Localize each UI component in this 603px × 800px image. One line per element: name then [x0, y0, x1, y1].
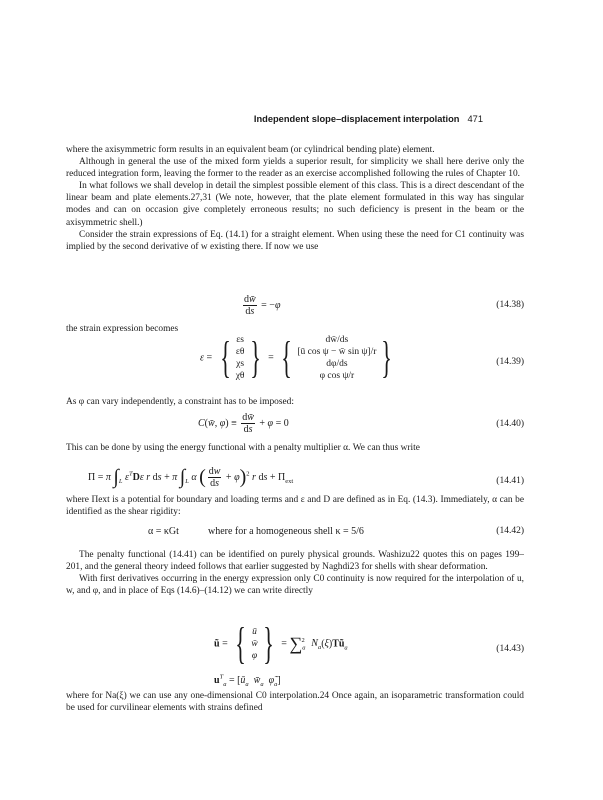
paragraph: In what follows we shall develop in detail the simplest possible element of this class. This is a direct descendant of the linear beam and plate elements.27,31 (We note, however, that the plate element formulated in this way has singular modes and can on occasion give completely erroneous results; no such deficiency is present in the beam or the axisymmetric shell.): [66, 181, 524, 228]
equation-14-39: ε = { εs εθ χs χθ } = { dw̄/ds [ū cos ψ − w̄ sin ψ]/r dφ/ds φ cos ψ/r } (14.39): [200, 333, 524, 382]
text-block-1: [66, 144, 524, 253]
strain-component: χθ: [235, 371, 245, 381]
strain-definition: φ cos ψ/r: [319, 371, 355, 381]
equation-number: (14.38): [496, 300, 524, 310]
text-block-6: [66, 549, 524, 597]
equation-14-42: [66, 526, 524, 546]
paragraph: With first derivatives occurring in the energy expression only C0 continuity is now required for the interpolation of u, w, and φ, and in place of Eqs (14.6)–(14.12) we can write directly: [66, 574, 524, 597]
paragraph: This can be done by using the energy functional with a penalty multiplier α. We can thus write: [66, 443, 420, 453]
strain-definition: [ū cos ψ − w̄ sin ψ]/r: [297, 347, 377, 357]
strain-definition: dφ/ds: [326, 359, 348, 369]
equation-number: (14.41): [496, 476, 524, 486]
paragraph: the strain expression becomes: [66, 324, 179, 334]
paragraph: where the axisymmetric form results in an equivalent beam (or cylindrical bending plate) element.: [66, 145, 435, 155]
page-number: 471: [467, 114, 483, 124]
equation-14-40: C(w̄, φ) ≡ $\frac{dw̄}{ds}$ + φ = 0 (14.40): [198, 412, 524, 435]
equation-14-43: ũ = { ū w̄ φ } = $\sum_a^2$ $N_a(\xi)Tũ_a$ $u^T_a$ = [$ū_a$ $w̄_a$ $\varphĩ_a$] (14.43): [214, 619, 524, 689]
paragraph: where Πext is a potential for boundary and loading terms and ε and D are defined as in Eq. (14.3). Immediately, α can be identified as the shear rigidity:: [66, 495, 524, 518]
equation-note: where for a homogeneous shell κ = 5/6: [208, 526, 364, 537]
paragraph: Although in general the use of the mixed form yields a superior result, for simplicity we shall here derive only the reduced integration form, leaving the former to the reader as an exercise accomplished following the rules of Chapter 10.: [66, 157, 524, 180]
text-block-3: [66, 396, 524, 408]
text-block-7: [66, 690, 524, 714]
equation-body: α = κGt: [148, 526, 179, 537]
strain-component: χs: [236, 359, 245, 369]
equation-number: (14.43): [496, 644, 524, 654]
text-block-4: [66, 442, 524, 454]
paragraph: where for Na(ξ) we can use any one-dimensional C0 interpolation.24 Once again, an isoparametric transformation could be used for curvilinear elements with strains defined: [66, 691, 524, 714]
running-header: [254, 114, 483, 124]
text-block-5: [66, 494, 524, 518]
paragraph: The penalty functional (14.41) can be identified on purely physical grounds. Washizu22 quotes this on pages 199–201, and the general theory indeed follows that earlier suggested by Naghdi23 for shells with shear deformation.: [66, 550, 524, 573]
equation-14-38: $\frac{dw̄}{ds}$ = −φ (14.38): [244, 294, 524, 317]
paragraph: Consider the strain expressions of Eq. (14.1) for a straight element. When using these the need for C1 continuity was implied by the second derivative of w existing there. If now we use: [66, 229, 524, 252]
equation-number: (14.39): [496, 357, 524, 367]
paragraph: As φ can vary independently, a constraint has to be imposed:: [66, 397, 294, 407]
header-title: Independent slope–displacement interpolation: [253, 114, 460, 124]
equation-number: (14.40): [496, 419, 524, 429]
strain-component: εs: [236, 335, 244, 345]
equation-number: (14.42): [496, 526, 524, 536]
strain-definition: dw̄/ds: [325, 335, 349, 345]
equation-14-41: Π = π $\int_L$ $\varepsilon^TD\varepsilon$ r ds + π $\int_L$ α ( $\frac{dw}{ds}$ + φ)$^2$ r ds + $\Pi_{ext}$ (14.41): [88, 466, 524, 489]
strain-component: εθ: [235, 347, 245, 357]
